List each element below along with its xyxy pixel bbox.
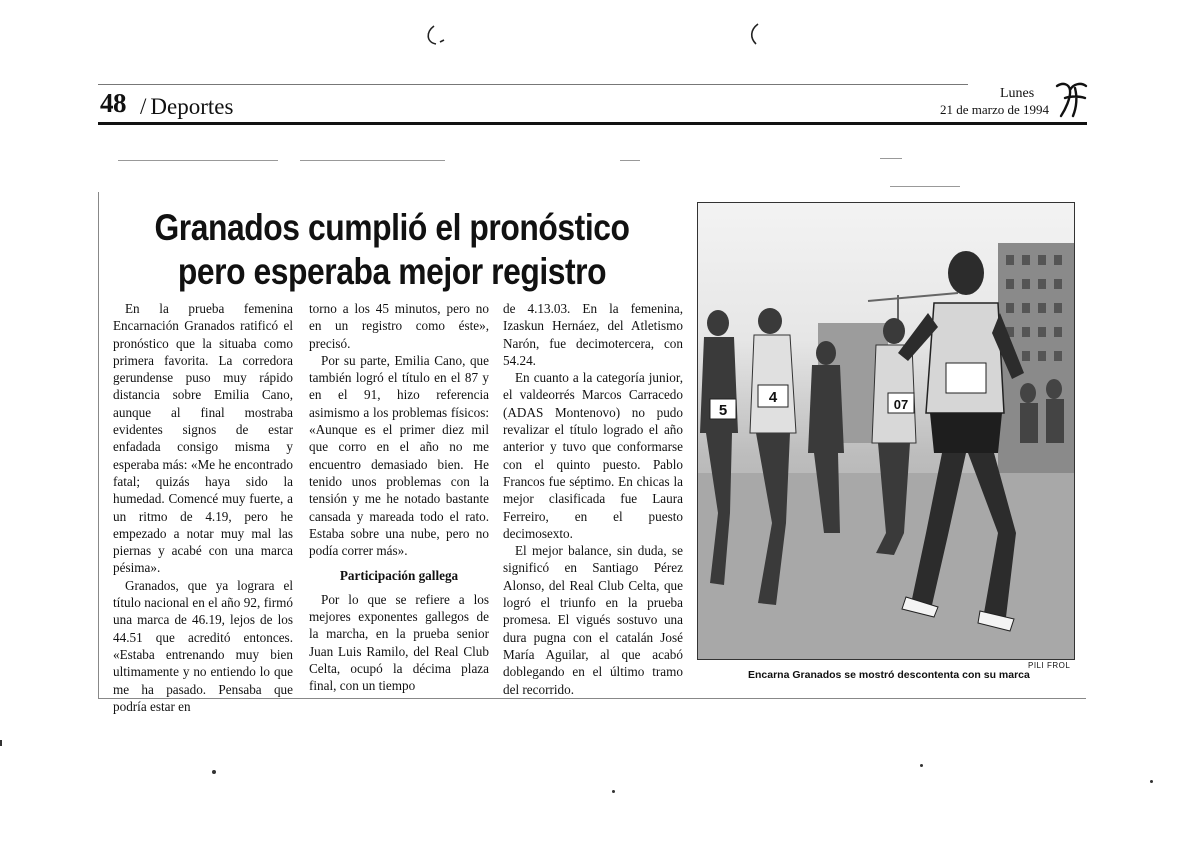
paragraph: Por su parte, Emilia Cano, que también logró el título en el 87 y en el 91, hizo referencia asimismo a los problemas físicos: «Aunque es el primer diez mil que corro en el año no me encuentro demasiado bien. He tenido unos problemas con la tensión y me he notado bastante cansada y mareada todo el rato. Estaba sobre una nube, pero no podía correr más».	[309, 352, 489, 559]
photo-caption: Encarna Granados se mostró descontenta con su marca	[748, 669, 1030, 681]
issue-day: Lunes	[1000, 86, 1035, 101]
divider-line	[300, 160, 445, 161]
scan-dot	[612, 790, 615, 793]
scan-dot	[212, 770, 216, 774]
headline-line: pero esperaba mejor registro	[177, 251, 607, 292]
paragraph: de 4.13.03. En la femenina, Izaskun Hernáez, del Atletismo Narón, fue decimotercera, con 54.24.	[503, 301, 683, 368]
scan-dot	[920, 764, 923, 767]
divider-line	[620, 160, 640, 161]
photo-credit: PILI FROL	[1028, 661, 1071, 670]
subheading: Participación gallega	[339, 568, 459, 584]
paragraph: En cuanto a la categoría junior, el valdeorrés Marcos Carracedo (ADAS Montenovo) no pudo revalizar el título logrado el año anterior y tuvo que conformarse con el quinto puesto. Pablo Francos fue séptimo. En chicas la mejor clasificada fue Laura Ferreiro, en el puesto decimosexto.	[503, 370, 683, 541]
page-number: 48	[100, 88, 126, 118]
divider-line	[118, 160, 278, 161]
race-photo	[697, 202, 1075, 660]
scan-dot	[1150, 780, 1153, 783]
article-column-2	[309, 300, 489, 695]
article-column-3	[503, 300, 683, 698]
header-rule	[98, 122, 1087, 125]
bib-number: 07	[893, 397, 909, 412]
paragraph: En la prueba femenina Encarnación Granados ratificó el pronóstico que la situaba como primera favorita. La corredora gerundense puso muy rápido distancia sobre Emilia Cano, aunque al final mostraba evidentes signos de estar enfadada consigo misma y esperaba más: «Me he encontrado fatal; quizás haya sido la humedad. Comencé muy fuerte, a un ritmo de 4.19, pero he empezado a notar muy mal las piernas y acabé con una marca pésima».	[113, 301, 293, 576]
paragraph: Por lo que se refiere a los mejores exponentes gallegos de la marcha, en la prueba senior Juan Luis Ramilo, del Real Club Celta, ocupó la décima plaza final, con un tiempo	[309, 591, 489, 694]
divider-line	[890, 186, 960, 187]
paragraph: El mejor balance, sin duda, se significó en Santiago Pérez Alonso, del Real Club Celta, que logró el triunfo en la prueba promesa. El vigués sostuvo una dura pugna con el catalán José María Aguilar, al que acabó doblegando en el último tramo del recorrido.	[503, 543, 683, 697]
section-title: / Deportes	[140, 94, 234, 119]
paragraph: torno a los 45 minutos, pero no en un registro como éste», precisó.	[309, 301, 489, 351]
scan-dot	[0, 740, 2, 746]
issue-date: 21 de marzo de 1994	[940, 102, 1050, 117]
runners-image	[698, 203, 1074, 659]
scan-mark-icon	[420, 22, 460, 52]
headline-line: Granados cumplió el pronóstico	[154, 207, 630, 248]
bib-number: 5	[718, 402, 728, 419]
newspaper-logo-icon	[1053, 80, 1089, 120]
scan-mark-icon	[744, 22, 764, 52]
divider-line	[880, 158, 902, 159]
article-column-1	[113, 300, 293, 715]
bib-number: 4	[768, 389, 778, 406]
header-top-rule	[98, 84, 968, 85]
headline	[151, 206, 633, 294]
section-label: Deportes	[150, 94, 234, 119]
paragraph: Granados, que ya lograra el título nacional en el año 92, firmó una marca de 46.19, lejos de los 44.51 que acreditó entonces. «Estaba entrenando muy bien ultimamente y no entiendo lo que me ha pasado. Pensaba que podría estar en	[113, 577, 293, 714]
